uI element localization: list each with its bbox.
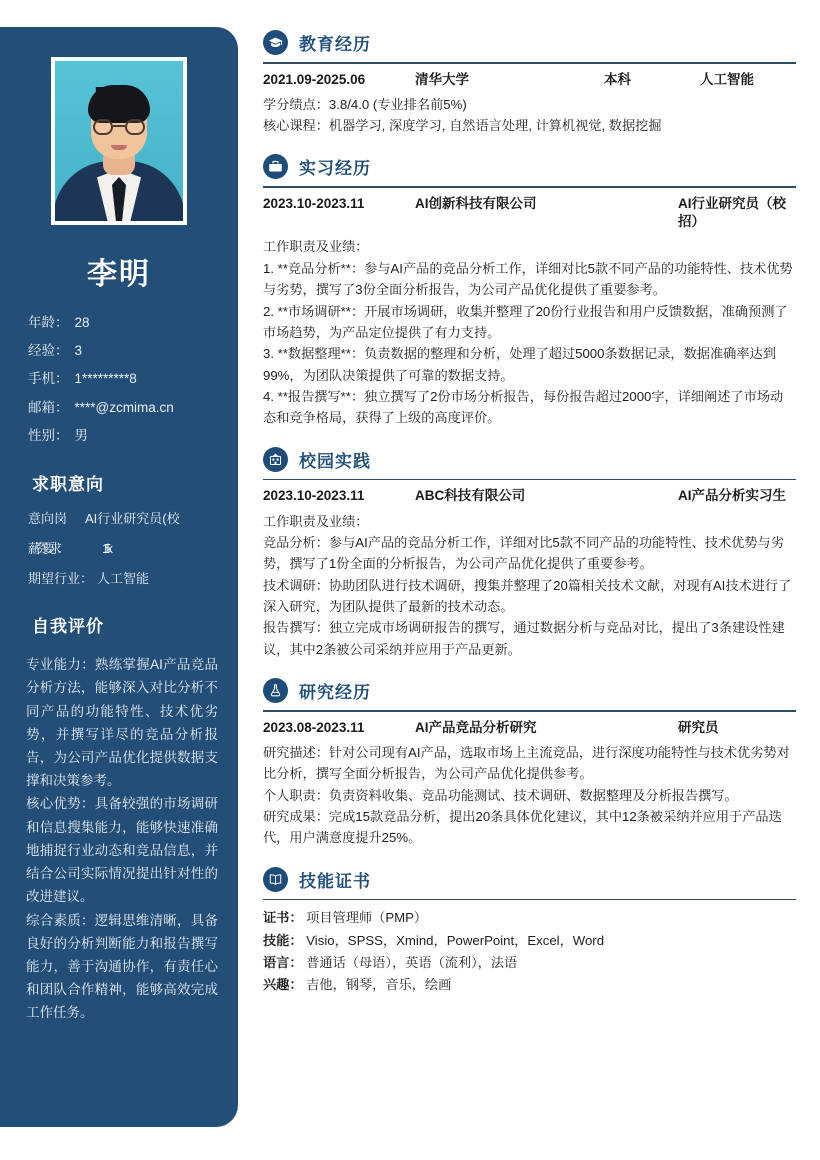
info-value: ****@zcmima.cn <box>74 399 174 415</box>
intent-row-industry <box>28 571 220 587</box>
entry-date: 2023.10-2023.11 <box>263 195 365 211</box>
entry-school: 清华大学 <box>415 71 469 87</box>
section-header <box>263 154 796 186</box>
responsibility-item: 2. **市场调研**：开展市场调研，收集并整理了20份行业报告和用户反馈数据，准确预测了市场趋势，为产品定位提供了有力支持。 <box>263 303 788 340</box>
intent-label: 意向岗 <box>28 510 68 526</box>
entry-date: 2023.08-2023.11 <box>263 719 365 735</box>
intent-label: 期望行业： <box>28 570 94 586</box>
section-header <box>263 867 796 899</box>
entry-role: 研究员 <box>678 719 719 735</box>
row-label: 技能： <box>263 932 303 948</box>
info-field-age <box>28 315 220 331</box>
education-courses: 核心课程：机器学习, 深度学习, 自然语言处理, 计算机视觉, 数据挖掘 <box>263 118 662 134</box>
section-title: 研究经历 <box>299 683 371 703</box>
education-gpa: 学分绩点：3.8/4.0 (专业排名前5%) <box>263 96 467 112</box>
intent-row-position <box>28 511 220 527</box>
section-header <box>263 678 796 710</box>
entry-degree: 本科 <box>604 71 631 87</box>
avatar-mouth <box>111 145 127 150</box>
main-content <box>263 30 796 1014</box>
research-duties: 个人职责：负责资料收集、竞品功能测试、技术调研、数据整理及分析报告撰写。 <box>263 787 738 803</box>
entry-major: 人工智能 <box>700 71 754 87</box>
info-field-email <box>28 400 220 416</box>
education-entry <box>263 71 796 89</box>
responsibility-item: 竞品分析：参与AI产品的竞品分析工作，详细对比5款不同产品的功能特性、技术优势与劣势，撰写了1份全面的分析报告，为公司产品优化提供了重要参考。 <box>263 534 784 572</box>
entry-company: AI创新科技有限公司 <box>415 195 537 211</box>
school-building-icon <box>263 447 288 472</box>
responsibility-item: 4. **报告撰写**：独立撰写了2份市场分析报告，每份报告超过2000字，详细阐述了市场动态和竞争格局，获得了上级的高度评价。 <box>263 389 784 426</box>
self-evaluation-paragraph: 专业能力：熟练掌握AI产品竞品分析方法，能够深入对比分析不同产品的功能特性、技术优劣势，并撰写详尽的竞品分析报告，为公司产品优化提供数据支撑和决策参考。 <box>26 657 218 789</box>
avatar <box>55 61 183 221</box>
self-evaluation-heading: 自我评价 <box>32 617 104 637</box>
campus-body <box>263 511 796 661</box>
self-evaluation-paragraph: 核心优势：具备较强的市场调研和信息搜集能力，能够快速准确地捕捉行业动态和竞品信息，并结合公司实际情况提出针对性的改进建议。 <box>26 796 218 905</box>
info-label: 年龄： <box>28 315 69 330</box>
info-label: 经验： <box>28 343 69 359</box>
row-value: 普通话（母语），英语（流利），法语 <box>306 954 518 970</box>
intent-value: 15k <box>102 540 108 556</box>
info-field-experience <box>28 343 220 359</box>
section-title: 校园实践 <box>299 451 371 471</box>
row-value: 吉他，钢琴，音乐，绘画 <box>306 977 452 993</box>
skills-row-interests <box>263 974 796 995</box>
section-divider <box>263 899 796 901</box>
info-value: 28 <box>74 315 90 330</box>
entry-role: AI产品分析实习生 <box>678 488 786 504</box>
avatar-frame <box>51 57 187 225</box>
section-title: 实习经历 <box>299 159 371 179</box>
section-research <box>263 678 796 849</box>
entry-role: AI行业研究员（校招） <box>678 195 786 230</box>
graduation-cap-icon <box>263 30 288 55</box>
section-header <box>263 447 796 479</box>
section-title: 技能证书 <box>299 871 371 891</box>
entry-company: ABC科技有限公司 <box>415 488 526 504</box>
research-results: 研究成果：完成15款竞品分析，提出20条具体优化建议，其中12条被采纳并应用于产品迭代，用户满意度提升25%。 <box>263 808 782 846</box>
info-value: 男 <box>74 427 88 443</box>
info-label: 性别： <box>28 427 69 443</box>
row-label: 兴趣： <box>263 977 303 993</box>
internship-entry <box>263 195 796 231</box>
section-divider <box>263 186 796 188</box>
row-value: 项目管理师（PMP） <box>306 910 428 926</box>
internship-body <box>263 236 796 428</box>
section-title: 教育经历 <box>299 35 371 54</box>
research-body <box>263 742 796 849</box>
intent-row-salary <box>28 541 220 557</box>
responsibility-item: 技术调研：协助团队进行技术调研，搜集并整理了20篇相关技术文献，对现有AI技术进行了深入研究，为团队提供了最新的技术动态。 <box>263 577 792 614</box>
book-icon <box>263 867 288 892</box>
responsibilities-intro: 工作职责及业绩： <box>263 239 369 255</box>
entry-project: AI产品竞品分析研究 <box>415 719 537 735</box>
section-divider <box>263 62 796 64</box>
responsibilities-intro: 工作职责及业绩： <box>263 513 369 529</box>
skills-row-skills <box>263 930 796 951</box>
section-divider <box>263 710 796 712</box>
section-education <box>263 30 796 136</box>
info-label: 邮箱： <box>28 399 69 415</box>
section-divider <box>263 479 796 481</box>
info-label: 手机： <box>28 371 69 387</box>
job-intent-heading: 求职意向 <box>32 474 104 494</box>
row-label: 语言： <box>263 954 303 970</box>
info-field-gender <box>28 428 220 444</box>
intent-label: 薪资要求： <box>28 540 64 556</box>
sidebar <box>0 27 238 1127</box>
skills-row-certificate <box>263 907 796 928</box>
responsibility-item: 报告撰写：独立完成市场调研报告的撰写，通过数据分析与竞品对比，提出了3条建设性建议，其中2条被公司采纳并应用于产品更新。 <box>263 620 785 657</box>
research-entry <box>263 719 796 737</box>
section-skills-certificates <box>263 867 796 996</box>
avatar-hair-sweep <box>96 87 136 107</box>
section-campus-practice <box>263 447 796 660</box>
row-label: 证书： <box>263 910 303 926</box>
intent-value: 人工智能 <box>97 570 150 586</box>
self-evaluation-paragraph: 综合素质：逻辑思维清晰，具备良好的分析判断能力和报告撰写能力，善于沟通协作，有责任心和团队合作精神，能够高效完成工作任务。 <box>26 912 218 1021</box>
info-value: 1*********8 <box>74 371 137 387</box>
intent-value: AI行业研究员(校 <box>85 510 180 526</box>
entry-date: 2023.10-2023.11 <box>263 488 365 504</box>
responsibility-item: 3. **数据整理**：负责数据的整理和分析，处理了超过5000条数据记录，数据准确率达到99%，为团队决策提供了可靠的数据支持。 <box>263 346 776 383</box>
briefcase-icon <box>263 154 288 179</box>
campus-entry <box>263 487 796 505</box>
row-value: Visio，SPSS，Xmind，PowerPoint，Excel，Word <box>306 932 605 948</box>
info-value: 3 <box>74 343 83 359</box>
responsibility-item: 1. **竞品分析**：参与AI产品的竞品分析工作，详细对比5款不同产品的功能特性、技术优势与劣势，撰写了3份全面分析报告，为公司产品优化提供了重要参考。 <box>263 260 793 298</box>
section-header <box>263 30 796 62</box>
flask-icon <box>263 678 288 703</box>
candidate-name: 李明 <box>87 258 151 291</box>
skills-row-languages <box>263 952 796 973</box>
entry-date: 2021.09-2025.06 <box>263 71 366 87</box>
section-internship <box>263 154 796 428</box>
research-description: 研究描述：针对公司现有AI产品，选取市场上主流竞品，进行深度功能特性与技术优劣势对比分析，撰写全面分析报告，为公司产品优化提供参考。 <box>263 744 790 782</box>
info-field-phone <box>28 371 220 387</box>
self-evaluation-body <box>26 653 218 1025</box>
avatar-glasses-icon <box>93 119 145 135</box>
